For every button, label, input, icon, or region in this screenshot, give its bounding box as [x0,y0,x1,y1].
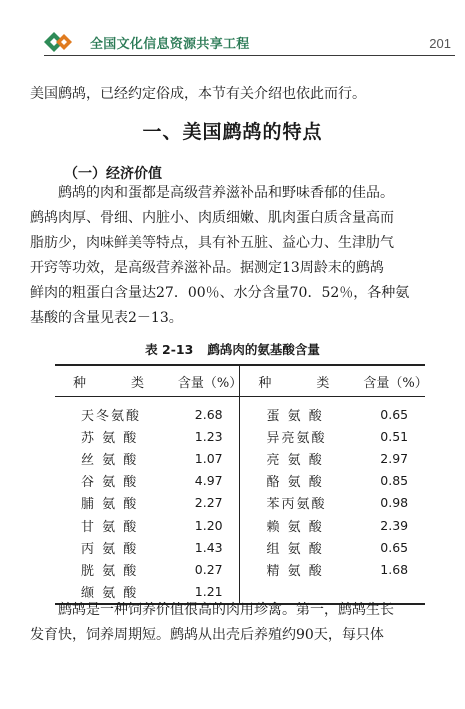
amino-acid-name: 缬 氨 酸 [81,586,139,602]
text-line: 鹧鸪是一种饲养价值很高的肉用珍禽。第一，鹧鸪生长 [58,602,394,618]
subheading: （一）经济价值 [64,166,162,182]
project-logo-icon [42,30,74,54]
header-rule [44,55,455,56]
page-header [0,0,465,70]
section-heading: 一、美国鹧鸪的特点 [142,121,323,143]
table-caption [0,340,465,358]
paragraph-meat-value [30,598,450,648]
amino-acid-name: 苯丙氨酸 [240,492,363,514]
paragraph-economic-value [30,181,450,331]
text-line: 开窍等功效，是高级营养滋补品。据测定13周龄末的鹧鸪 [30,260,384,276]
text-line: 发育快，饲养周期短。鹧鸪从出壳后养殖约90天，每只体 [30,627,384,643]
amino-acid-name: 丝 氨 酸 [81,452,139,468]
amino-acid-name: 亮 氨 酸 [240,447,363,469]
amino-acid-name: 脯 氨 酸 [81,497,139,513]
series-title: 全国文化信息资源共享工程 [90,37,250,52]
table-row [55,397,425,426]
content-value: 2.39 [380,517,409,533]
table-row [55,470,425,492]
text-line: 美国鹧鸪，已经约定俗成，本节有关介绍也依此而行。 [30,86,366,102]
intro-paragraph [30,82,450,107]
content-value: 1.07 [194,450,223,466]
text-line: 基酸的含量见表2－13。 [30,310,183,326]
table-title: 鹧鸪肉的氨基酸含量 [207,342,320,357]
amino-acid-name: 精 氨 酸 [240,558,363,580]
text-line: 脂肪少，肉味鲜美等特点，具有补五脏、益心力、生津肋气 [30,235,394,251]
content-value: 4.97 [194,473,223,489]
amino-acid-name: 异亮氨酸 [240,425,363,447]
table-row [55,558,425,580]
amino-acid-name: 蛋 氨 酸 [240,397,363,426]
table-row [55,514,425,536]
table-row [55,425,425,447]
amino-acid-name: 天冬氨酸 [81,408,142,424]
amino-acid-name: 谷 氨 酸 [81,475,139,491]
page-number: 201 [429,36,451,51]
table-row [55,447,425,469]
amino-acid-name: 丙 氨 酸 [81,541,139,557]
column-header: 含量（%） [363,365,425,397]
content-value: 0.27 [194,561,223,577]
content-value: 0.65 [380,406,409,422]
content-value: 0.65 [380,539,409,555]
amino-acid-name: 赖 氨 酸 [240,514,363,536]
content-value: 0.98 [380,495,409,511]
table-row [55,536,425,558]
amino-acid-table [55,364,428,605]
content-value: 1.23 [194,428,223,444]
column-header: 含量（%） [178,365,240,397]
amino-acid-name: 苏 氨 酸 [81,430,139,446]
table-number: 表 2-13 [145,342,194,357]
table-header-row [55,365,425,397]
amino-acid-name: 酪 氨 酸 [240,470,363,492]
text-line: 鹧鸪的肉和蛋都是高级营养滋补品和野味香郁的佳品。 [58,185,394,201]
content-value: 0.85 [380,473,409,489]
content-value: 1.68 [380,561,409,577]
column-header: 种 类 [240,365,363,397]
content-value: 0.51 [380,428,409,444]
text-line: 鲜肉的粗蛋白含量达27．00％、水分含量70．52％，各种氨 [30,285,410,301]
text-line: 鹧鸪肉厚、骨细、内脏小、肉质细嫩、肌肉蛋白质含量高而 [30,210,394,226]
content-value: 2.97 [380,450,409,466]
column-header: 种 类 [55,365,178,397]
content-value: 2.27 [194,495,223,511]
content-value: 1.43 [194,539,223,555]
table-row [55,492,425,514]
amino-acid-name: 胱 氨 酸 [81,563,139,579]
amino-acid-name: 组 氨 酸 [240,536,363,558]
content-value: 2.68 [194,406,223,422]
content-value: 1.21 [194,584,223,600]
amino-acid-name: 甘 氨 酸 [81,519,139,535]
content-value: 1.20 [194,517,223,533]
